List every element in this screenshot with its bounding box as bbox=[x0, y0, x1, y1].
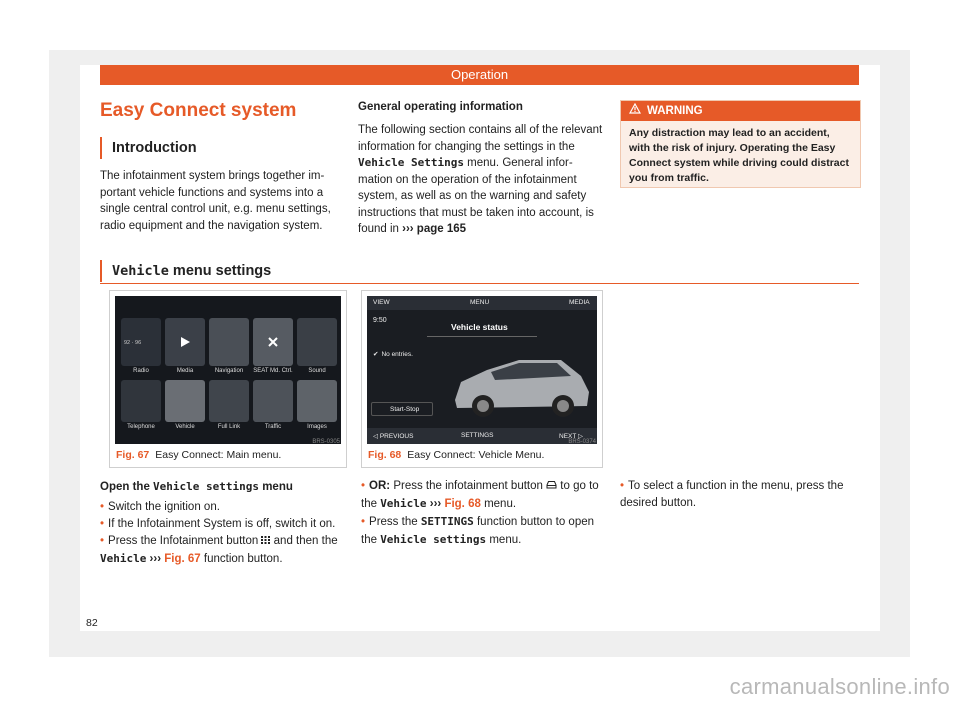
list-item-text-c: menu. bbox=[480, 498, 517, 510]
figure-number: Fig. 68 bbox=[368, 449, 402, 461]
list-item-text: Press the infotainment button bbox=[390, 480, 547, 492]
code-vehicle-settings: Vehicle settings bbox=[380, 533, 487, 546]
list-item-text: Press the Infotainment button bbox=[108, 535, 262, 547]
tile-sound bbox=[297, 318, 337, 366]
tile-radio bbox=[121, 318, 161, 366]
column-1 bbox=[100, 478, 350, 568]
no-entries-text: No entries. bbox=[381, 351, 413, 358]
clock-readout: 9:50 bbox=[373, 317, 387, 324]
list-item-text: Switch the ignition on. bbox=[108, 501, 220, 513]
bullet-icon: • bbox=[100, 501, 105, 513]
tile-seat-drive bbox=[253, 318, 293, 366]
bullet-icon: • bbox=[361, 480, 366, 492]
radio-readout: 92 · 96 bbox=[124, 340, 142, 346]
menu-button: MENU bbox=[470, 299, 490, 306]
page-ref-link[interactable]: ››› page 165 bbox=[402, 223, 467, 235]
tile-media bbox=[165, 318, 205, 366]
tile-label-sound: Sound bbox=[308, 368, 326, 374]
main-menu-screenshot bbox=[115, 296, 341, 444]
tile-label-radio: Radio bbox=[133, 368, 149, 374]
list-item-text: If the Infotainment System is off, switch it on. bbox=[108, 518, 336, 530]
bullet-icon: • bbox=[100, 535, 105, 547]
code-vehicle: Vehicle bbox=[380, 497, 427, 510]
bullet-icon: • bbox=[100, 518, 105, 530]
code-settings: SETTINGS bbox=[420, 515, 474, 528]
heading-code: Vehicle settings bbox=[153, 480, 259, 493]
chevron-left-icon: ◁ bbox=[373, 433, 380, 440]
tile-navigation bbox=[209, 318, 249, 366]
intro-text: The infotainment system brings together important vehicle functions and systems into a single central control unit, e.g. menu settings, radio equipment and the navigation system. bbox=[100, 170, 331, 232]
section-code: Vehicle bbox=[112, 263, 169, 279]
no-entries-row bbox=[373, 350, 413, 358]
list-item-text-c: menu. bbox=[486, 534, 522, 546]
intro-heading: Introduction bbox=[100, 137, 197, 159]
section-rule bbox=[100, 283, 859, 284]
check-icon: ✔ bbox=[373, 351, 379, 358]
code-vehicle-settings: Vehicle Settings bbox=[358, 156, 464, 169]
page-title: Easy Connect system bbox=[100, 100, 297, 121]
warning-label: WARNING bbox=[647, 105, 703, 117]
bullet-icon: • bbox=[620, 480, 625, 492]
vehicle-menu-screenshot bbox=[367, 296, 597, 444]
list-item bbox=[361, 513, 605, 549]
tile-vehicle bbox=[165, 380, 205, 422]
previous-button bbox=[373, 432, 413, 440]
ref-arrows: ››› bbox=[426, 498, 445, 510]
tile-label-images: Images bbox=[307, 424, 327, 430]
section-heading bbox=[100, 260, 271, 282]
list-item-text-b: and then the bbox=[270, 535, 338, 547]
list-item bbox=[620, 478, 859, 512]
tile-label-telephone: Telephone bbox=[127, 424, 155, 430]
figure-68 bbox=[361, 290, 603, 468]
fig-68-link[interactable]: Fig. 68 bbox=[444, 498, 481, 510]
list-item-text-c: function button. bbox=[200, 553, 283, 565]
list-item bbox=[100, 533, 350, 568]
tile-images bbox=[297, 380, 337, 422]
list-item bbox=[100, 516, 350, 533]
general-text-1: The following section contains all of the relevant information for changing the settings in the bbox=[358, 124, 603, 153]
tile-full-link bbox=[209, 380, 249, 422]
play-icon bbox=[179, 336, 191, 348]
next-label: NEXT bbox=[559, 433, 577, 440]
tile-label-seat: SEAT Md. Ctrl. bbox=[253, 368, 293, 374]
code-vehicle: Vehicle bbox=[100, 552, 147, 565]
figure-code: BRS-0374 bbox=[568, 439, 596, 445]
tile-label-full-link: Full Link bbox=[217, 424, 241, 430]
general-text bbox=[358, 122, 603, 238]
ref-arrows: ››› bbox=[146, 553, 165, 565]
list-item-text: Press the bbox=[369, 516, 421, 528]
tile-label-traffic: Traffic bbox=[264, 424, 282, 430]
bullet-icon: • bbox=[361, 516, 366, 528]
list-item-text: To select a function in the menu, press the desired button. bbox=[620, 480, 844, 509]
general-text-2: menu. General information on the operation of the infotainment system, as well as on the warning and safety instructions that must be taken into account, is found in bbox=[358, 157, 594, 235]
suv-image bbox=[449, 340, 595, 426]
media-button: MEDIA bbox=[569, 299, 590, 306]
general-heading: General operating information bbox=[358, 101, 523, 113]
column-2 bbox=[361, 478, 605, 549]
figure-67 bbox=[109, 290, 347, 468]
tile-label-navigation: Navigation bbox=[214, 368, 244, 374]
heading-part-1: Open the bbox=[100, 481, 154, 493]
screen-title: Vehicle status bbox=[451, 322, 508, 332]
settings-button: SETTINGS bbox=[461, 432, 494, 439]
chevron-right-icon: ▷ bbox=[576, 433, 584, 440]
page-number: 82 bbox=[86, 617, 98, 629]
section-text: menu settings bbox=[168, 263, 272, 279]
tile-label-media: Media bbox=[176, 368, 194, 374]
list-item bbox=[100, 499, 350, 516]
figure-caption bbox=[368, 449, 544, 461]
figure-code: BRS-0305 bbox=[312, 439, 340, 445]
previous-label: PREVIOUS bbox=[379, 433, 414, 440]
figure-caption-text: Easy Connect: Vehicle Menu. bbox=[407, 449, 545, 461]
section-header: Operation bbox=[100, 65, 859, 85]
figure-number: Fig. 67 bbox=[116, 449, 150, 461]
tile-traffic bbox=[253, 380, 293, 422]
list-item bbox=[361, 478, 605, 513]
or-label: OR: bbox=[369, 480, 391, 492]
warning-triangle-icon bbox=[629, 101, 641, 121]
fig-67-link[interactable]: Fig. 67 bbox=[164, 553, 201, 565]
warning-box bbox=[620, 100, 861, 188]
figure-caption-text: Easy Connect: Main menu. bbox=[155, 449, 282, 461]
heading-part-2: menu bbox=[259, 481, 293, 493]
tile-telephone bbox=[121, 380, 161, 422]
warning-header bbox=[621, 101, 860, 121]
warning-text: Any distraction may lead to an accident, with the risk of injury. Operating the Easy Connect system while driving could distract you from traffic. bbox=[629, 127, 849, 184]
title-rule bbox=[427, 336, 537, 337]
list-item-text-b: function button to open the bbox=[361, 516, 595, 546]
list-item-text-b: to go to the bbox=[361, 480, 599, 510]
column-3 bbox=[620, 478, 859, 512]
open-menu-heading bbox=[100, 478, 350, 496]
drive-mode-icon bbox=[267, 336, 279, 348]
watermark: carmanualsonline.info bbox=[729, 674, 950, 699]
view-button: VIEW bbox=[373, 299, 390, 306]
start-stop-button: Start-Stop bbox=[371, 402, 433, 416]
figure-caption bbox=[116, 449, 281, 461]
tile-label-vehicle: Vehicle bbox=[175, 424, 195, 430]
car-icon bbox=[546, 480, 557, 492]
